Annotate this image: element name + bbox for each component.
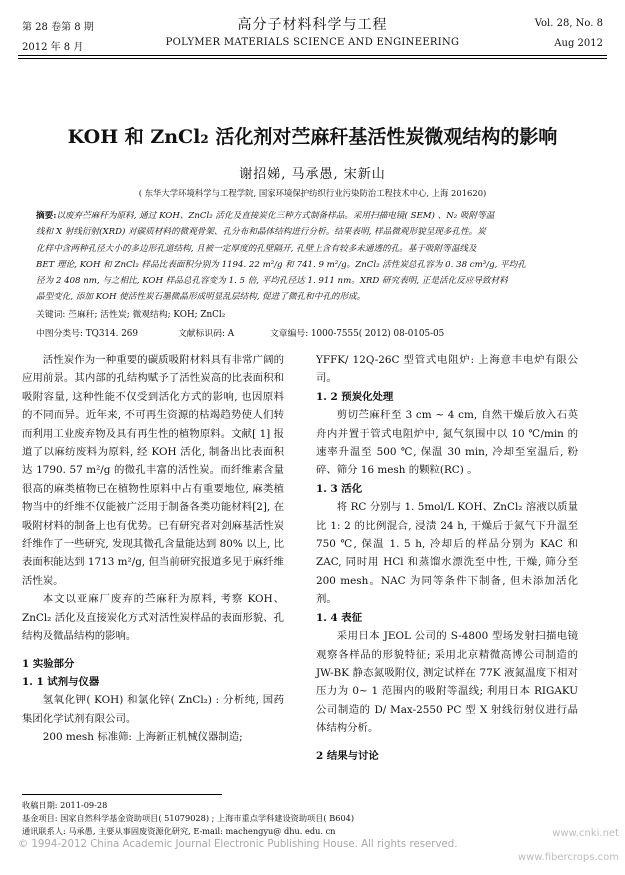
section-1-3-text: 将 RC 分别与 1. 5mol/L KOH、ZnCl₂ 溶液以质量比 1: 2 的比例混合, 浸渍 24 h, 干燥后于氮气下升温至 750 ℃, 保温 1. 5 h, 冷却后的样品分别为 KAC 和 ZAC, 同时用 HCl 和蒸馏水漂洗至中性, 干燥, 筛分至 200 mesh。NAC 为同等条件下制备, 但未添加活化剂。 <box>316 501 578 606</box>
date-cn: 2012 年 8 月 <box>22 42 84 53</box>
volume-issue-en: Vol. 28, No. 8 <box>534 18 603 29</box>
document-code: 文献标识码: A <box>178 329 235 339</box>
section-1-4-heading: 1. 4 表征 <box>316 611 363 624</box>
copyright-notice: © 1994-2012 China Academic Journal Electronic Publishing House. All rights reserved. <box>18 839 458 850</box>
reagents-text: 氢氧化钾( KOH) 和氯化锌( ZnCl₂) : 分析纯, 国药集团化学试剂有限公司。 <box>22 694 284 725</box>
right-column <box>316 351 578 765</box>
header-rule-bottom <box>18 58 607 59</box>
watermark-fibercrops: www.fibercrops.com <box>517 852 619 863</box>
article-authors: 谢招娣, 马承愚, 宋新山 <box>239 167 386 182</box>
article-title: KOH 和 ZnCl₂ 活化剂对苎麻秆基活性炭微观结构的影响 <box>67 126 558 148</box>
section-1-3-heading: 1. 3 活化 <box>316 482 363 495</box>
date-en: Aug 2012 <box>554 38 603 49</box>
abstract <box>36 208 592 306</box>
abstract-label: 摘要: <box>36 211 57 221</box>
intro-paragraph-2: 本文以亚麻厂废弃的苎麻秆为原料, 考察 KOH、ZnCl₂ 活化及直接炭化方式对活性炭样品的表面形貌、孔结构及微晶结构的影响。 <box>22 593 284 643</box>
abstract-line: 径为 2 408 nm, 与之相比, KOH 样品总孔容变为 1. 5 倍, 平均孔径达 1. 911 nm。XRD 研究表明, 正是活化反应导致材料 <box>36 276 508 287</box>
header-rule-top <box>18 55 607 56</box>
intro-paragraph-1: 活性炭作为一种重要的碳质吸附材料具有非常广阔的应用前景。其内部的孔结构赋予了活性炭高的比表面积和吸附容量, 这种性能不仅受到活化方式的影响, 也因原料的不同而异。近年来, 不可再生资源的枯竭趋势使人们转而利用工业废弃物及具有再生性的植物原料。文献[ 1] 报道了以麻纺废料为原料, 经 KOH 活化, 制备出比表面积达 1790. 57 m²/g 的微孔丰富的活性炭。而纤维素含量很高的麻类植物已在植物性原料中占有重要地位, 麻类植物当中的纤维不仅能被广泛用于制备各类功能材料[2], 在吸附材料的制备上也有优势。已有研究者对剑麻基活性炭纤维作了一些研究, 发现其微孔含量能达到 80% 以上, 比表面积能达到 1713 m²/g, 但当前研究报道多见于麻纤维活性炭。 <box>22 354 284 587</box>
section-1-heading: 1 实验部分 <box>22 657 75 670</box>
footnotes <box>22 799 354 838</box>
watermark-cnki: www.cnki.net <box>552 828 619 839</box>
footnote-rule <box>22 794 222 795</box>
journal-title-cn: 高分子材料科学与工程 <box>237 17 388 33</box>
section-1-4-text: 采用日本 JEOL 公司的 S-4800 型场发射扫描电镜观察各样品的形貌特征; 采用北京精微高博公司制造的 JW-BK 静态氮吸附仪, 测定试样在 77K 液氮温度下相对压力为 0~ 1 范围内的吸附等温线; 利用日本 RIGAKU 公司制造的 D/ Max-2550 PC 型 X 射线衍射仪进行晶体结构分析。 <box>316 630 578 735</box>
author-affiliation: ( 东华大学环境科学与工程学院, 国家环境保护纺织行业污染防治工程技术中心, 上海 201620) <box>138 188 487 198</box>
received-date: 收稿日期: 2011-09-28 <box>22 800 108 810</box>
volume-issue-cn: 第 28 卷第 8 期 <box>22 22 94 33</box>
section-1-2-heading: 1. 2 预炭化处理 <box>316 390 394 403</box>
abstract-line: 摘要:以废弃苎麻秆为原料, 通过 KOH、ZnCl₂ 活化及直接炭化三种方式制备样品。采用扫描电镜( SEM) 、N₂ 吸附等温 <box>36 211 495 221</box>
left-column <box>22 351 284 747</box>
abstract-line: BET 理论, KOH 和 ZnCl₂ 样品比表面积分别为 1194. 22 m²/g 和 741. 9 m²/g。ZnCl₂ 活性炭总孔容为 0. 38 cm³/g, 平均孔 <box>36 259 526 270</box>
abstract-line: 晶型变化, 添加 KOH 使活性炭石墨微晶形成明显乱层结构, 促进了微孔和中孔的形成。 <box>36 292 366 303</box>
abstract-line: 线和 X 射线衍射(XRD) 对碳质材料的微观骨架、孔分布和晶体结构进行分析。结果表明, 样品微观形貌呈现多孔性。炭 <box>36 227 486 238</box>
clc-number: 中图分类号: TQ314. 269 <box>36 329 138 339</box>
section-2-heading: 2 结果与讨论 <box>316 749 379 762</box>
furnace-text: YFFK/ 12Q-26C 型管式电阻炉: 上海意丰电炉有限公司。 <box>316 354 578 385</box>
section-1-2-text: 剪切苎麻秆至 3 cm ~ 4 cm, 自然干燥后放入石英舟内并置于管式电阻炉中, 氮气氛围中以 10 ℃/min 的速率升温至 500 ℃, 保温 30 min, 冷却至室温后, 粉碎、筛分 16 mesh 的颗粒(RC) 。 <box>316 409 578 477</box>
journal-title-en: POLYMER MATERIALS SCIENCE AND ENGINEERING <box>165 37 460 48</box>
section-1-1-heading: 1. 1 试剂与仪器 <box>22 675 100 688</box>
article-number: 文章编号: 1000-7555( 2012) 08-0105-05 <box>270 329 445 339</box>
fund-info: 基金项目: 国家自然科学基金资助项目( 51079028) ; 上海市重点学科建设资助项目( B604) <box>22 813 355 823</box>
keywords: 关键词: 苎麻秆; 活性炭; 微观结构; KOH; ZnCl₂ <box>36 310 226 320</box>
contact-info: 通讯联系人: 马承愚, 主要从事固废资源化研究, E-mail: machengyu@ dhu. edu. cn <box>22 826 336 836</box>
sieve-text: 200 mesh 标准筛: 上海新正机械仪器制造; <box>42 731 243 744</box>
abstract-line: 化样中含两种孔径大小的多边形孔道结构, 且被一定厚度的孔壁隔开, 孔壁上含有较多未通透的孔。基于吸附等温线及 <box>36 243 477 254</box>
